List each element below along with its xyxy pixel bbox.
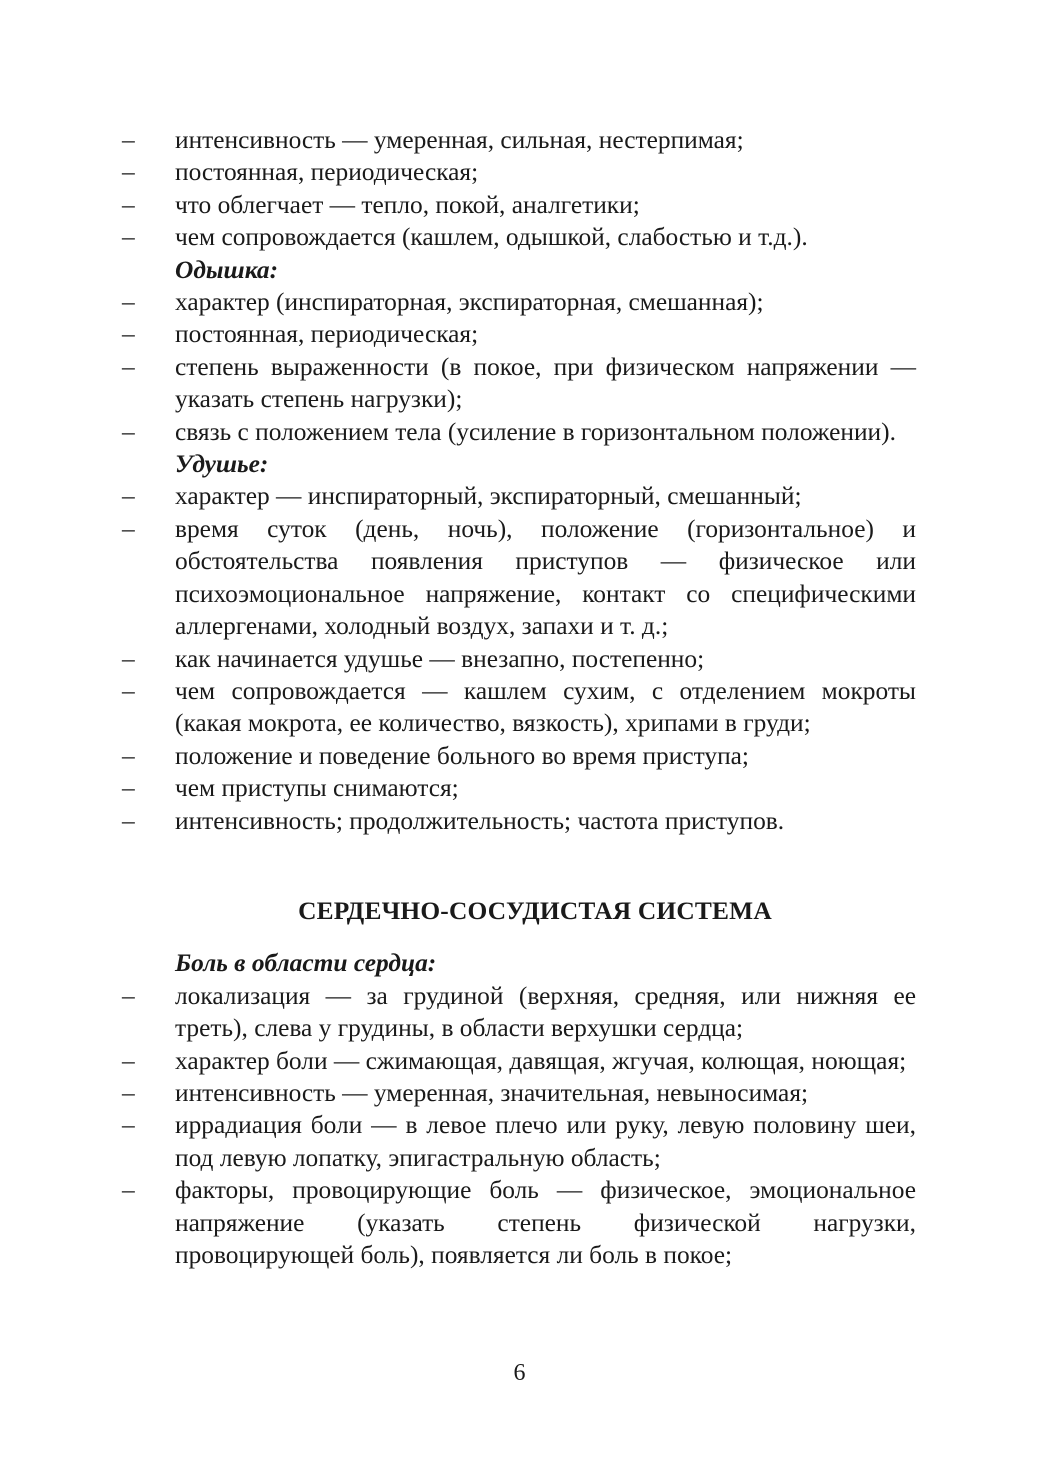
dash-marker: – xyxy=(122,482,135,511)
list-item xyxy=(122,1077,916,1109)
list-item-text: иррадиация боли — в левое плечо или руку, левую половину шеи, под левую лопатку, эпигастральную область; xyxy=(175,1111,916,1172)
list-item xyxy=(122,805,916,837)
list-item xyxy=(122,286,916,318)
list-item-text: интенсивность — умеренная, значительная, невыносимая; xyxy=(175,1078,809,1107)
list-item xyxy=(122,156,916,188)
dash-marker: – xyxy=(122,774,135,803)
section-title: СЕРДЕЧНО-СОСУДИСТАЯ СИСТЕМА xyxy=(298,896,772,925)
dash-marker: – xyxy=(122,741,135,770)
list-item xyxy=(122,643,916,675)
list-item xyxy=(122,318,916,350)
list-dyspnea xyxy=(122,286,916,448)
list-item xyxy=(122,1045,916,1077)
dash-marker: – xyxy=(122,1176,135,1205)
page-content xyxy=(122,124,916,1271)
dash-marker: – xyxy=(122,320,135,349)
dash-marker: – xyxy=(122,288,135,317)
list-item-text: связь с положением тела (усиление в горизонтальном положении). xyxy=(175,417,896,446)
list-item-text: характер (инспираторная, экспираторная, смешанная); xyxy=(175,288,764,317)
list-respiratory-pain xyxy=(122,124,916,254)
dash-marker: – xyxy=(122,1111,135,1140)
list-item-text: как начинается удушье — внезапно, постепенно; xyxy=(175,644,705,673)
dash-marker: – xyxy=(122,126,135,154)
list-item-text: факторы, провоцирующие боль — физическое, эмоциональное напряжение (указать степень физической нагрузки, провоцирующей боль), появляется ли боль в покое; xyxy=(175,1176,916,1269)
list-item xyxy=(122,124,916,156)
list-item-text: время суток (день, ночь), положение (горизонтальное) и обстоятельства появления приступов — физическое или психоэмоциональное напряжение, контакт со специфическими аллергенами, холодный воздух, запахи и т. д.; xyxy=(175,514,916,641)
dash-marker: – xyxy=(122,676,135,705)
list-item xyxy=(122,513,916,643)
list-item-text: чем сопровождается — кашлем сухим, с отделением мокроты (какая мокрота, ее количество, вязкость), хрипами в груди; xyxy=(175,676,916,738)
dash-marker: – xyxy=(122,417,135,446)
list-item xyxy=(122,1174,916,1271)
list-item-text: локализация — за грудиной (верхняя, средняя, или нижняя ее треть), слева у грудины, в области верхушки сердца; xyxy=(175,981,916,1043)
dash-marker: – xyxy=(122,514,135,543)
subheading-asthma: Удушье: xyxy=(175,450,269,479)
list-item-text: чем сопровождается (кашлем, одышкой, слабостью и т.д.). xyxy=(175,223,808,252)
dash-marker: – xyxy=(122,1078,135,1107)
list-item xyxy=(122,480,916,512)
list-item-text: чем приступы снимаются; xyxy=(175,774,459,803)
dash-marker: – xyxy=(122,1046,135,1075)
dash-marker: – xyxy=(122,806,135,835)
list-item-text: интенсивность — умеренная, сильная, нестерпимая; xyxy=(175,126,744,154)
page-number: 6 xyxy=(513,1360,526,1386)
list-item-text: степень выраженности (в покое, при физическом напряжении — указать степень нагрузки); xyxy=(175,352,916,414)
list-item-text: характер боли — сжимающая, давящая, жгучая, колющая, ноющая; xyxy=(175,1046,907,1075)
dash-marker: – xyxy=(122,190,135,219)
list-item-text: постоянная, периодическая; xyxy=(175,320,479,349)
dash-marker: – xyxy=(122,981,135,1010)
list-item xyxy=(122,740,916,772)
list-item-text: характер — инспираторный, экспираторный, смешанный; xyxy=(175,482,802,511)
subheading-dyspnea: Одышка: xyxy=(175,255,279,284)
list-item xyxy=(122,221,916,253)
list-item xyxy=(122,189,916,221)
list-item-text: положение и поведение больного во время приступа; xyxy=(175,741,749,770)
list-item-text: что облегчает — тепло, покой, аналгетики; xyxy=(175,190,640,219)
dash-marker: – xyxy=(122,644,135,673)
list-item xyxy=(122,772,916,804)
list-item xyxy=(122,351,916,416)
list-item xyxy=(122,980,916,1045)
subheading-heart-pain: Боль в области сердца: xyxy=(175,949,437,978)
list-heart-pain xyxy=(122,980,916,1272)
dash-marker: – xyxy=(122,223,135,252)
dash-marker: – xyxy=(122,352,135,381)
list-asthma xyxy=(122,480,916,836)
list-item-text: постоянная, периодическая; xyxy=(175,158,479,187)
list-item-text: интенсивность; продолжительность; частота приступов. xyxy=(175,806,785,835)
list-item xyxy=(122,675,916,740)
dash-marker: – xyxy=(122,158,135,187)
list-item xyxy=(122,1109,916,1174)
list-item xyxy=(122,416,916,448)
